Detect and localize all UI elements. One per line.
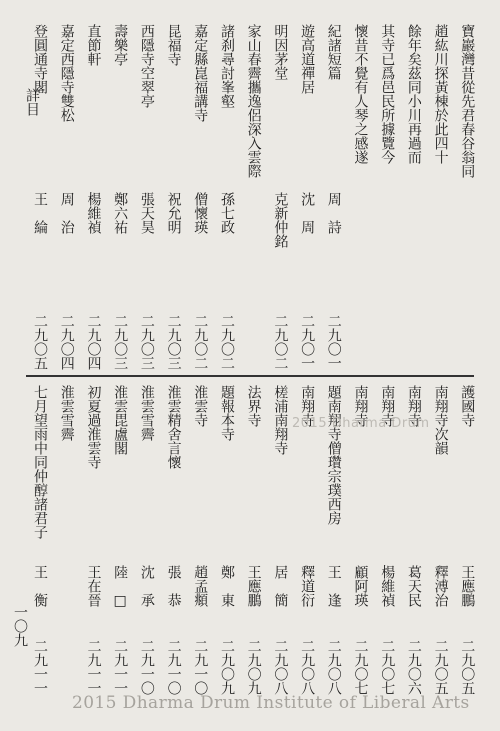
entry-author: 鄭六祐 bbox=[112, 192, 129, 234]
entry-author: 王應鵬 bbox=[245, 565, 262, 607]
entry-author: 沈 承 bbox=[138, 565, 155, 607]
entry-page: 二九〇六 bbox=[405, 639, 422, 695]
toc-entry bbox=[454, 385, 480, 695]
entry-page: 二九〇二 bbox=[218, 314, 235, 370]
toc-entry bbox=[27, 385, 53, 695]
entry-page: 二九一一 bbox=[85, 639, 102, 695]
entry-page: 二九一〇 bbox=[192, 639, 209, 695]
page-number: 一〇九 bbox=[12, 605, 28, 647]
toc-entry bbox=[454, 24, 480, 370]
entry-title: 家山春霽攜逸侶深入雲際 bbox=[245, 24, 262, 178]
entry-title: 寶巖灣昔從先君春谷翁同 bbox=[459, 24, 476, 178]
section-divider bbox=[26, 375, 474, 377]
toc-entry bbox=[294, 24, 320, 370]
entry-page: 二九〇三 bbox=[138, 314, 155, 370]
entry-title: 嘉定西隱寺雙松 bbox=[58, 24, 75, 122]
entry-author: 王 衡 bbox=[32, 565, 49, 607]
entry-title: 淮雲寺 bbox=[192, 385, 209, 427]
toc-entry bbox=[347, 24, 373, 370]
entry-author: 周 治 bbox=[58, 192, 75, 234]
toc-entry bbox=[107, 385, 133, 695]
entry-title: 西隱寺空翠亭 bbox=[138, 24, 155, 108]
toc-entry bbox=[187, 24, 213, 370]
toc-entry bbox=[241, 24, 267, 370]
entry-page: 二九〇一 bbox=[325, 314, 342, 370]
entry-author: 張 恭 bbox=[165, 565, 182, 607]
toc-entry bbox=[27, 24, 53, 370]
entry-author: 顧阿瑛 bbox=[352, 565, 369, 607]
toc-entry bbox=[214, 24, 240, 370]
entry-author: 張天昊 bbox=[138, 192, 155, 234]
entry-title: 南翔寺 bbox=[352, 385, 369, 427]
toc-entry bbox=[374, 24, 400, 370]
entry-author: 周 詩 bbox=[325, 192, 342, 234]
entry-title: 趙紘川探黃棟於此四十 bbox=[432, 24, 449, 164]
entry-title: 淮雲精舍言懷 bbox=[165, 385, 182, 469]
entry-author: 克新仲銘 bbox=[272, 192, 289, 248]
entry-title: 紀諸短篇 bbox=[325, 24, 342, 80]
bottom-entry-list bbox=[26, 385, 480, 695]
toc-entry bbox=[161, 24, 187, 370]
entry-page: 二九〇三 bbox=[112, 314, 129, 370]
entry-author: 王在晉 bbox=[85, 565, 102, 607]
toc-entry bbox=[54, 385, 80, 695]
toc-entry bbox=[107, 24, 133, 370]
toc-entry bbox=[428, 24, 454, 370]
top-section bbox=[26, 24, 480, 370]
toc-entry bbox=[54, 24, 80, 370]
entry-title: 餘年矣茲同小川再過而 bbox=[405, 24, 422, 164]
entry-title: 法界寺 bbox=[245, 385, 262, 427]
entry-title: 登圓通寺閣 bbox=[32, 24, 49, 94]
toc-entry bbox=[161, 385, 187, 695]
entry-page: 二九一〇 bbox=[165, 639, 182, 695]
entry-page: 二九〇五 bbox=[32, 314, 49, 370]
entry-title: 懷昔不覺有人琴之感遂 bbox=[352, 24, 369, 164]
entry-page: 二九〇五 bbox=[432, 639, 449, 695]
entry-author: 釋道衍 bbox=[299, 565, 316, 607]
toc-entry bbox=[80, 385, 106, 695]
toc-entry bbox=[347, 385, 373, 695]
entry-page: 二九〇九 bbox=[245, 639, 262, 695]
entry-page: 二九〇三 bbox=[165, 314, 182, 370]
entry-author: 孫七政 bbox=[218, 192, 235, 234]
entry-author: 王 綸 bbox=[32, 192, 49, 234]
entry-title: 其寺已爲邑民所據覽今 bbox=[379, 24, 396, 164]
toc-entry bbox=[267, 24, 293, 370]
entry-author: 王應鵬 bbox=[459, 565, 476, 607]
entry-title: 昆福寺 bbox=[165, 24, 182, 66]
toc-entry bbox=[374, 385, 400, 695]
entry-author: 僧懷瑛 bbox=[192, 192, 209, 234]
entry-page: 二九〇五 bbox=[459, 639, 476, 695]
entry-author: 鄭 東 bbox=[218, 565, 235, 607]
entry-title: 淮雲雪霽 bbox=[138, 385, 155, 441]
toc-entry bbox=[321, 24, 347, 370]
toc-entry bbox=[241, 385, 267, 695]
entry-title: 淮雲毘盧閣 bbox=[112, 385, 129, 455]
entry-title: 嘉定縣崑福講寺 bbox=[192, 24, 209, 122]
entry-page: 二九〇八 bbox=[272, 639, 289, 695]
toc-entry bbox=[134, 385, 160, 695]
toc-entry bbox=[134, 24, 160, 370]
entry-title: 護國寺 bbox=[459, 385, 476, 427]
entry-title: 壽樂亭 bbox=[112, 24, 129, 66]
entry-page: 二九一一 bbox=[32, 639, 49, 695]
entry-page: 二九〇八 bbox=[299, 639, 316, 695]
entry-author: 陸 □ bbox=[112, 565, 129, 609]
entry-title: 諸刹尋討峯壑 bbox=[218, 24, 235, 108]
entry-title: 七月望雨中同仲醇諸君子 bbox=[32, 385, 49, 539]
entry-page: 二九〇八 bbox=[325, 639, 342, 695]
entry-page: 二九〇九 bbox=[218, 639, 235, 695]
entry-title: 南翔寺 bbox=[299, 385, 316, 427]
toc-entry bbox=[428, 385, 454, 695]
entry-author: 葛天民 bbox=[405, 565, 422, 607]
entry-page: 二九〇四 bbox=[85, 314, 102, 370]
toc-entry bbox=[267, 385, 293, 695]
entry-page: 二九〇二 bbox=[192, 314, 209, 370]
entry-author: 祝允明 bbox=[165, 192, 182, 234]
entry-author: 楊維禎 bbox=[85, 192, 102, 234]
entry-title: 槎浦南翔寺 bbox=[272, 385, 289, 455]
entry-title: 直節軒 bbox=[85, 24, 102, 66]
entry-author: 楊維禎 bbox=[379, 565, 396, 607]
entry-title: 南翔寺 bbox=[379, 385, 396, 427]
watermark-bottom: 2015 Dharma Drum Institute of Liberal Arts bbox=[72, 693, 470, 713]
entry-author: 趙孟頫 bbox=[192, 565, 209, 607]
toc-entry bbox=[214, 385, 240, 695]
entry-title: 題南翔寺僧瓚宗璞西房 bbox=[325, 385, 342, 525]
side-label: 詳目 bbox=[24, 88, 40, 116]
entry-author: 居 簡 bbox=[272, 565, 289, 607]
entry-page: 二九〇七 bbox=[379, 639, 396, 695]
toc-entry bbox=[187, 385, 213, 695]
entry-page: 二九一〇 bbox=[138, 639, 155, 695]
top-entry-list bbox=[26, 24, 480, 370]
entry-page: 二九〇二 bbox=[272, 314, 289, 370]
toc-entry bbox=[401, 24, 427, 370]
entry-title: 題報本寺 bbox=[218, 385, 235, 441]
entry-page: 二九一一 bbox=[112, 639, 129, 695]
toc-entry bbox=[80, 24, 106, 370]
entry-title: 初夏過淮雲寺 bbox=[85, 385, 102, 469]
entry-title: 遊高道禪居 bbox=[299, 24, 316, 94]
entry-title: 淮雲雪霽 bbox=[58, 385, 75, 441]
entry-page: 二九〇一 bbox=[299, 314, 316, 370]
entry-title: 南翔寺 bbox=[405, 385, 422, 427]
entry-title: 明因茅堂 bbox=[272, 24, 289, 80]
toc-entry bbox=[294, 385, 320, 695]
toc-entry bbox=[401, 385, 427, 695]
entry-page: 二九〇四 bbox=[58, 314, 75, 370]
toc-entry bbox=[321, 385, 347, 695]
bottom-section bbox=[26, 385, 480, 695]
entry-author: 王 逢 bbox=[325, 565, 342, 607]
entry-title: 南翔寺次韻 bbox=[432, 385, 449, 455]
entry-author: 釋溥治 bbox=[432, 565, 449, 607]
entry-page: 二九〇七 bbox=[352, 639, 369, 695]
entry-author: 沈 周 bbox=[299, 192, 316, 234]
watermark-mid: 2015 Dharma Drum bbox=[292, 416, 430, 431]
